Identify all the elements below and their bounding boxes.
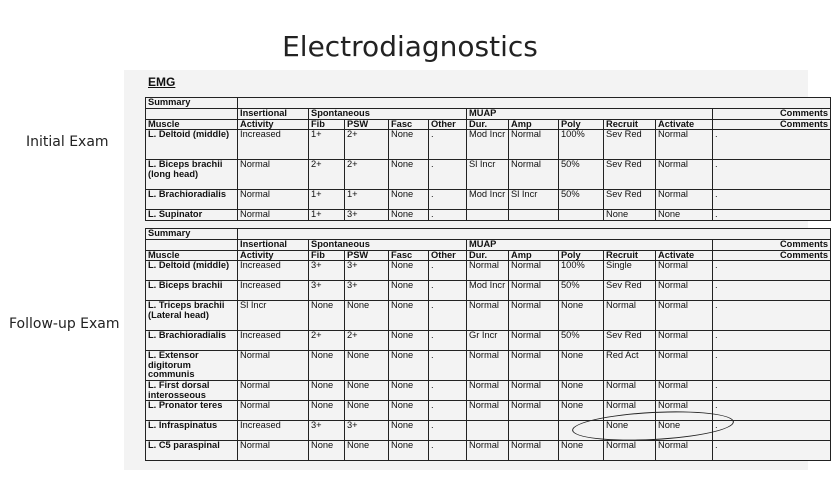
muscle-row [146,210,831,221]
column-header-psw: PSW [345,250,389,261]
column-header-row [146,119,831,130]
table-cell: None [389,281,429,301]
table-cell: Sl Incr [467,160,509,190]
table-cell: None [559,381,604,401]
table-cell: Normal [656,301,713,331]
table-cell: Normal [238,160,309,190]
table-cell: Sev Red [604,130,656,160]
table-cell: Sev Red [604,190,656,210]
table-cell: . [429,381,467,401]
table-cell: None [559,401,604,421]
table-cell: . [713,401,831,421]
muscle-row [146,130,831,160]
table-cell: None [604,210,656,221]
table-cell: Mod Incr [467,281,509,301]
table-cell: Normal [656,401,713,421]
table-cell: Normal [509,160,559,190]
column-header-muscle: Muscle [146,119,238,130]
summary-row [146,229,831,240]
summary-blank [238,98,831,109]
table-cell: . [429,441,467,461]
table-cell: None [309,381,345,401]
group-header-comments: Comments [713,240,831,251]
muscle-name-cell: L. Biceps brachii (long head) [146,160,238,190]
table-cell: . [429,401,467,421]
column-header-other: Other [429,119,467,130]
slide-title: Electrodiagnostics [282,30,538,63]
table-cell: Normal [467,441,509,461]
table-cell: Mod Incr [467,190,509,210]
table-cell: Normal [656,160,713,190]
table-cell: 50% [559,281,604,301]
table-cell: None [389,381,429,401]
table-cell: 1+ [309,210,345,221]
table-cell: Normal [604,301,656,331]
table-cell: 3+ [309,421,345,441]
table-cell: None [389,160,429,190]
column-header-poly: Poly [559,250,604,261]
table-cell: None [309,301,345,331]
table-cell: Red Act [604,351,656,381]
muscle-name-cell: L. Biceps brachii [146,281,238,301]
muscle-row [146,190,831,210]
table-cell: Normal [656,130,713,160]
muscle-row [146,441,831,461]
muscle-name-cell: L. Deltoid (middle) [146,261,238,281]
table-cell: Normal [238,381,309,401]
summary-blank [238,229,831,240]
table-cell: 3+ [345,421,389,441]
table-cell: Normal [604,401,656,421]
table-cell: . [713,281,831,301]
table-cell: . [429,130,467,160]
table-cell: . [429,351,467,381]
muscle-name-cell: L. Brachioradialis [146,331,238,351]
table-cell [559,210,604,221]
table-cell: Normal [656,261,713,281]
table-cell: Gr Incr [467,331,509,351]
table-cell: Increased [238,331,309,351]
table-cell: Normal [656,381,713,401]
table-cell: 1+ [345,190,389,210]
column-header-muscle: Muscle [146,250,238,261]
table-cell: None [389,210,429,221]
column-header-dur: Dur. [467,250,509,261]
table-cell: . [713,261,831,281]
group-header-row [146,240,831,251]
column-header-activity: Activity [238,119,309,130]
table-cell: Normal [509,441,559,461]
table-cell: Normal [509,331,559,351]
muscle-row [146,381,831,401]
table-cell: Normal [509,281,559,301]
table-cell: None [389,421,429,441]
table-cell: . [713,301,831,331]
muscle-row [146,281,831,301]
table-cell: None [559,301,604,331]
table-cell: Normal [238,210,309,221]
muscle-name-cell: L. Pronator teres [146,401,238,421]
table-cell: 2+ [345,130,389,160]
table-cell: Sev Red [604,281,656,301]
table-cell: 50% [559,331,604,351]
column-header-fib: Fib [309,250,345,261]
table-cell: 1+ [309,130,345,160]
column-header-activate: Activate [656,250,713,261]
table-cell: None [309,441,345,461]
table-cell: Increased [238,130,309,160]
table-cell: Sev Red [604,160,656,190]
table-cell: . [713,190,831,210]
table-cell: . [713,210,831,221]
group-header-insertional: Insertional [238,240,309,251]
group-header-row [146,109,831,120]
column-header-fasc: Fasc [389,250,429,261]
group-header-blank [146,240,238,251]
muscle-row [146,351,831,381]
muscle-row [146,261,831,281]
table-cell: Normal [509,301,559,331]
table-cell: None [389,190,429,210]
table-cell: . [713,421,831,441]
table-cell: Normal [509,381,559,401]
column-header-activate: Activate [656,119,713,130]
table-cell: 100% [559,130,604,160]
table-cell: . [429,190,467,210]
initial-exam-label: Initial Exam [26,134,109,150]
table-cell: Normal [604,381,656,401]
table-cell: None [389,301,429,331]
column-header-fasc: Fasc [389,119,429,130]
table-cell: Normal [467,301,509,331]
table-cell: 3+ [345,281,389,301]
table-cell: None [345,301,389,331]
table-cell: None [389,401,429,421]
table-cell: . [713,441,831,461]
column-header-dur: Dur. [467,119,509,130]
table-cell [509,210,559,221]
muscle-name-cell: L. Triceps brachii (Lateral head) [146,301,238,331]
table-cell: . [429,281,467,301]
table-cell: None [345,381,389,401]
table-cell: None [604,421,656,441]
column-header-row [146,250,831,261]
table-cell: . [429,261,467,281]
table-cell: 2+ [345,160,389,190]
summary-row [146,98,831,109]
initial-exam-table [145,97,831,221]
table-cell: None [309,401,345,421]
table-cell: . [429,421,467,441]
column-header-recruit: Recruit [604,250,656,261]
table-cell: None [389,351,429,381]
summary-cell: Summary [146,98,238,109]
table-cell: None [389,261,429,281]
table-cell: None [389,130,429,160]
table-cell: Single [604,261,656,281]
table-cell: Normal [509,401,559,421]
muscle-name-cell: L. Deltoid (middle) [146,130,238,160]
table-cell: . [713,381,831,401]
table-cell: 3+ [309,281,345,301]
table-cell: Sl Incr [238,301,309,331]
table-cell: . [429,210,467,221]
column-header-poly: Poly [559,119,604,130]
table-cell: None [389,441,429,461]
column-header-comments: Comments [713,250,831,261]
muscle-name-cell: L. Brachioradialis [146,190,238,210]
table-cell [509,421,559,441]
table-cell: . [713,160,831,190]
column-header-amp: Amp [509,119,559,130]
table-cell: . [713,331,831,351]
table-cell: Normal [656,281,713,301]
column-header-comments: Comments [713,119,831,130]
table-cell: Mod Incr [467,130,509,160]
table-cell: None [656,421,713,441]
table-cell: None [656,210,713,221]
table-cell: . [713,130,831,160]
table-cell: 2+ [309,160,345,190]
table-cell: 1+ [309,190,345,210]
column-header-activity: Activity [238,250,309,261]
group-header-comments: Comments [713,109,831,120]
table-cell: None [345,351,389,381]
summary-cell: Summary [146,229,238,240]
table-cell: 100% [559,261,604,281]
column-header-psw: PSW [345,119,389,130]
table-cell: Normal [509,351,559,381]
muscle-name-cell: L. C5 paraspinal [146,441,238,461]
table-cell: Normal [467,351,509,381]
table-cell: Normal [604,441,656,461]
table-cell: 2+ [309,331,345,351]
table-cell: Normal [467,261,509,281]
table-cell: Normal [656,331,713,351]
table-cell: None [345,441,389,461]
muscle-row [146,301,831,331]
table-cell: None [389,331,429,351]
table-cell: Normal [238,351,309,381]
table-cell: Normal [656,441,713,461]
group-header-blank [146,109,238,120]
muscle-name-cell: L. Extensor digitorum communis [146,351,238,381]
muscle-name-cell: L. Supinator [146,210,238,221]
table-cell: 3+ [345,210,389,221]
emg-heading: EMG [148,75,176,89]
followup-exam-label: Follow-up Exam [9,316,120,332]
group-header-spontaneous: Spontaneous [309,109,467,120]
group-header-muap: MUAP [467,240,713,251]
group-header-muap: MUAP [467,109,713,120]
muscle-name-cell: L. First dorsal interosseous [146,381,238,401]
table-cell: None [345,401,389,421]
table-cell [467,210,509,221]
table-cell: 50% [559,160,604,190]
table-cell: Sl Incr [509,190,559,210]
table-cell [467,421,509,441]
table-cell: Normal [509,261,559,281]
table-cell: Normal [238,441,309,461]
table-cell: Sev Red [604,331,656,351]
muscle-row [146,160,831,190]
group-header-insertional: Insertional [238,109,309,120]
column-header-amp: Amp [509,250,559,261]
table-cell: None [309,351,345,381]
group-header-spontaneous: Spontaneous [309,240,467,251]
table-cell: Increased [238,261,309,281]
table-cell: None [559,351,604,381]
table-cell: 3+ [345,261,389,281]
table-cell: Normal [467,401,509,421]
table-cell: . [429,301,467,331]
table-cell: . [429,331,467,351]
table-cell: . [429,160,467,190]
column-header-other: Other [429,250,467,261]
muscle-row [146,331,831,351]
table-cell: Normal [238,401,309,421]
column-header-recruit: Recruit [604,119,656,130]
table-cell: 50% [559,190,604,210]
table-cell: Normal [238,190,309,210]
table-cell: None [559,441,604,461]
column-header-fib: Fib [309,119,345,130]
table-cell: 2+ [345,331,389,351]
table-cell: Normal [656,351,713,381]
table-cell: Normal [509,130,559,160]
table-cell: Normal [656,190,713,210]
table-cell: 3+ [309,261,345,281]
table-cell: Increased [238,421,309,441]
table-cell: Normal [467,381,509,401]
table-cell: . [713,351,831,381]
muscle-name-cell: L. Infraspinatus [146,421,238,441]
table-cell: Increased [238,281,309,301]
